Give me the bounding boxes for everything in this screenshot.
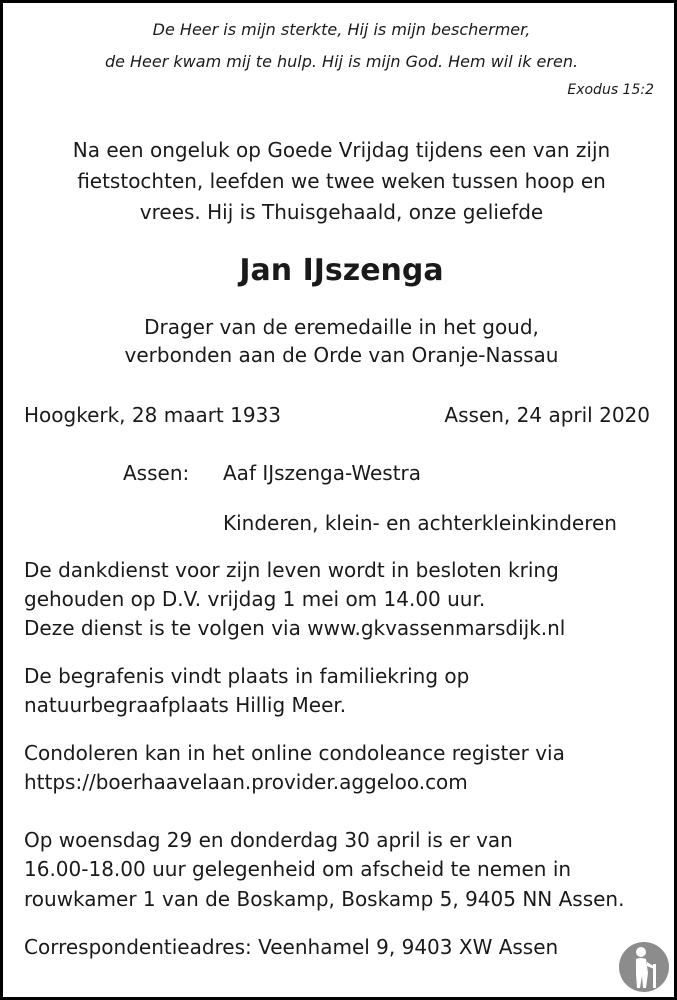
condolence-line-1: Condoleren kan in het online condoleance register via (24, 741, 565, 765)
verse-line-2: de Heer kwam mij te hulp. Hij is mijn God. Hem wil ik eren. (104, 52, 579, 71)
condolence-link: https://boerhaavelaan.provider.aggeloo.com (24, 770, 468, 794)
intro-line-2: fietstochten, leefden we twee weken tussen hoop en (77, 169, 606, 193)
burial-line-1: De begrafenis vindt plaats in familiekring op (24, 664, 470, 688)
family-place: Assen: (123, 461, 190, 485)
verse-source: Exodus 15:2 (567, 82, 654, 98)
correspondence-address: Correspondentieadres: Veenhamel 9, 9403 XW Assen (24, 935, 559, 959)
birth-date: Hoogkerk, 28 maart 1933 (24, 403, 282, 427)
verse-line-1: De Heer is mijn sterkte, Hij is mijn beschermer, (152, 20, 531, 39)
service-line-1: De dankdienst voor zijn leven wordt in besloten kring (24, 558, 559, 582)
visitation-line-3: rouwkamer 1 van de Boskamp, Boskamp 5, 9405 NN Assen. (24, 887, 625, 911)
honor-line-2: verbonden aan de Orde van Oranje-Nassau (124, 343, 559, 367)
spouse-name: Aaf IJszenga-Westra (223, 461, 422, 485)
mourning-figure-icon (617, 940, 671, 994)
service-line-2: gehouden op D.V. vrijdag 1 mei om 14.00 uur. (24, 587, 486, 611)
deceased-name: Jan IJszenga (239, 253, 444, 288)
relatives: Kinderen, klein- en achterkleinkinderen (223, 511, 617, 535)
intro-line-3: vrees. Hij is Thuisgehaald, onze geliefde (139, 200, 544, 224)
visitation-line-2: 16.00-18.00 uur gelegenheid om afscheid te nemen in (24, 857, 572, 881)
death-date: Assen, 24 april 2020 (444, 403, 650, 427)
honor-line-1: Drager van de eremedaille in het goud, (144, 315, 539, 339)
visitation-line-1: Op woensdag 29 en donderdag 30 april is er van (24, 828, 513, 852)
intro-line-1: Na een ongeluk op Goede Vrijdag tijdens een van zijn (72, 138, 611, 162)
burial-line-2: natuurbegraafplaats Hillig Meer. (24, 693, 347, 717)
service-line-3: Deze dienst is te volgen via www.gkvassenmarsdijk.nl (24, 616, 566, 640)
